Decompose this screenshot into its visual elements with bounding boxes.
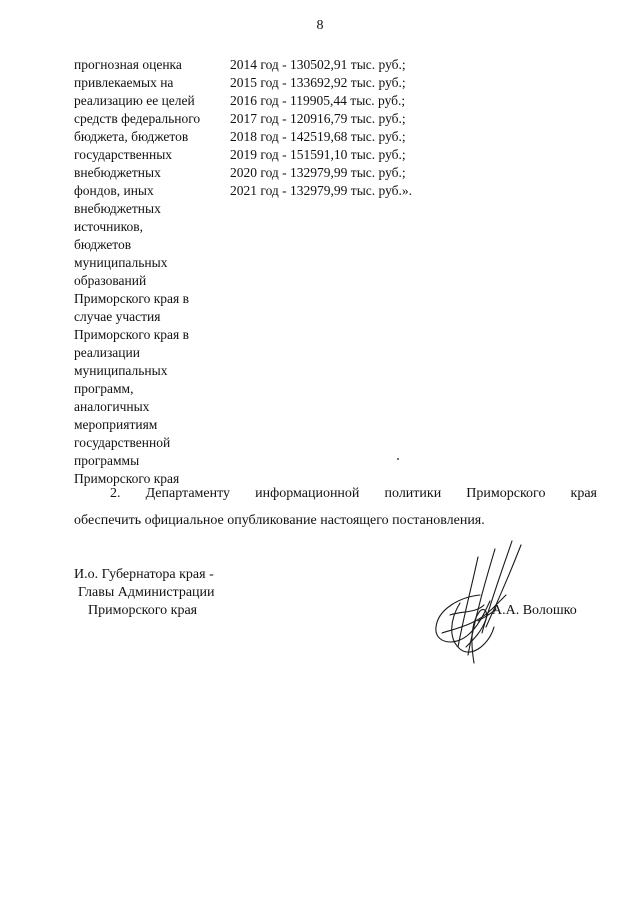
page-number: 8 xyxy=(316,18,324,33)
funding-year-line: 2017 год - 120916,79 тыс. руб.; xyxy=(230,111,406,126)
paragraph-2-line-1: 2. Департаменту информационной политики Приморского края xyxy=(110,486,597,501)
label-line: источников, xyxy=(74,219,143,234)
label-line: средств федерального xyxy=(74,111,201,126)
signer-name: А.А. Волошко xyxy=(492,603,577,618)
label-line: муниципальных xyxy=(74,363,168,378)
label-line: бюджетов xyxy=(74,237,132,252)
label-line: Приморского края xyxy=(74,471,180,486)
paragraph-2-line-2: обеспечить официальное опубликование настоящего постановления. xyxy=(74,513,485,528)
signer-title xyxy=(74,566,274,620)
signer-title-line: Главы Администрации xyxy=(78,585,215,600)
label-line: прогнозная оценка xyxy=(74,57,182,72)
funding-year-line: 2019 год - 151591,10 тыс. руб.; xyxy=(230,147,406,162)
label-line: государственных xyxy=(74,147,173,162)
funding-year-line: 2021 год - 132979,99 тыс. руб.». xyxy=(230,183,413,198)
funding-year-line: 2020 год - 132979,99 тыс. руб.; xyxy=(230,165,406,180)
label-line: государственной xyxy=(74,435,171,450)
funding-source-label xyxy=(74,56,226,488)
label-line: мероприятиям xyxy=(74,417,158,432)
label-line: реализацию ее целей xyxy=(74,93,195,108)
label-line: бюджета, бюджетов xyxy=(74,129,189,144)
funding-year-line: 2018 год - 142519,68 тыс. руб.; xyxy=(230,129,406,144)
funding-year-line: 2016 год - 119905,44 тыс. руб.; xyxy=(230,93,406,108)
signer-title-line: Приморского края xyxy=(88,603,198,618)
label-line: Приморского края в xyxy=(74,291,189,306)
funding-year-line: 2014 год - 130502,91 тыс. руб.; xyxy=(230,57,406,72)
label-line: программы xyxy=(74,453,140,468)
label-line: образований xyxy=(74,273,147,288)
funding-by-year-list xyxy=(230,56,530,200)
label-line: программ, xyxy=(74,381,134,396)
label-line: внебюджетных xyxy=(74,165,161,180)
label-line: Приморского края в xyxy=(74,327,189,342)
label-line: реализации xyxy=(74,345,140,360)
label-line: аналогичных xyxy=(74,399,150,414)
label-line: фондов, иных xyxy=(74,183,154,198)
funding-year-line: 2015 год - 133692,92 тыс. руб.; xyxy=(230,75,406,90)
label-line: случае участия xyxy=(74,309,161,324)
scan-speck xyxy=(397,458,399,460)
label-line: внебюджетных xyxy=(74,201,161,216)
label-line: привлекаемых на xyxy=(74,75,174,90)
label-line: муниципальных xyxy=(74,255,168,270)
signer-title-line: И.о. Губернатора края - xyxy=(74,567,214,582)
